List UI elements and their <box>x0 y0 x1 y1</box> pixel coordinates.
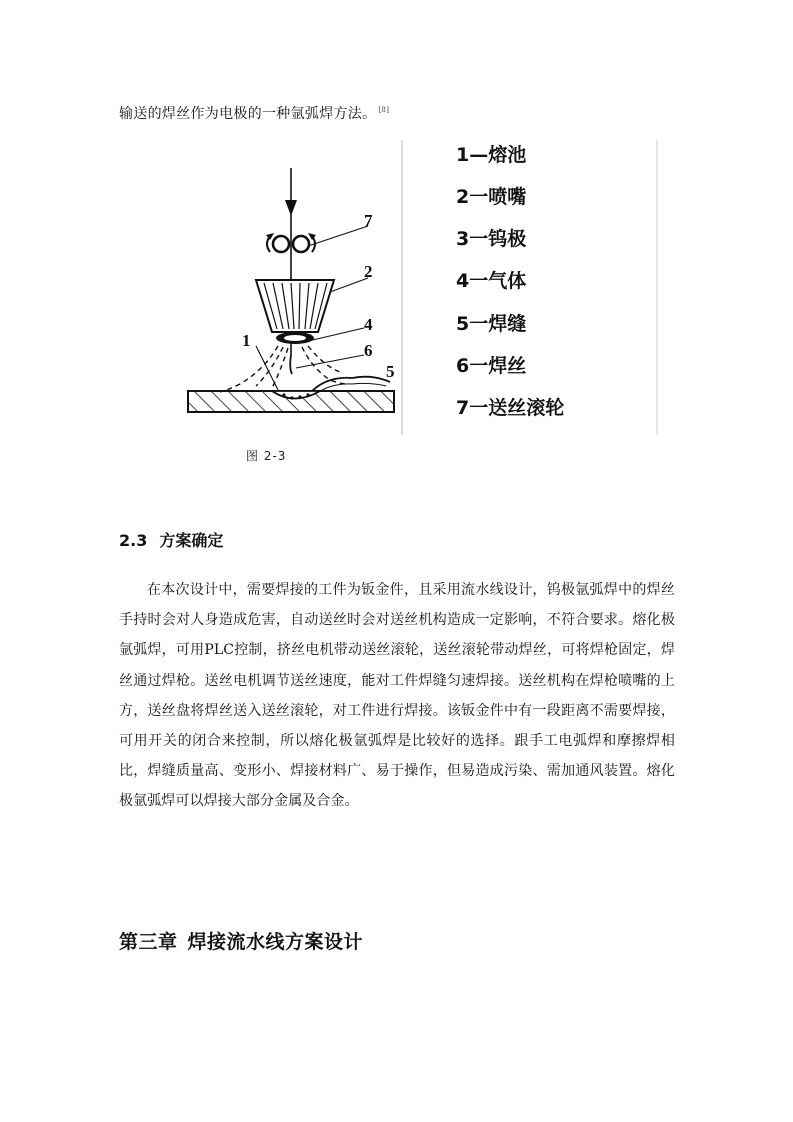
legend-item-6: 6一焊丝 <box>456 355 527 377</box>
legend-item-3: 3一钨极 <box>456 228 527 250</box>
label-5: 5 <box>386 362 395 381</box>
figure-caption: 图 2-3 <box>246 449 287 463</box>
label-4: 4 <box>364 315 373 334</box>
feed-arrow <box>285 200 297 216</box>
nozzle <box>256 280 334 344</box>
reference-mark: [8] <box>378 106 390 115</box>
welding-diagram <box>180 140 670 440</box>
legend-item-2: 2一喷嘴 <box>456 186 527 208</box>
label-1: 1 <box>242 331 251 350</box>
figure-2-3 <box>180 140 670 440</box>
chapter-heading <box>119 927 363 954</box>
label-7: 7 <box>364 211 373 230</box>
label-2: 2 <box>364 262 373 281</box>
chapter-number: 第三章 <box>119 931 178 953</box>
intro-line <box>119 103 389 123</box>
wire-tip <box>290 355 292 374</box>
legend-item-4: 4一气体 <box>456 270 527 292</box>
section-heading <box>119 528 223 551</box>
gas-flow <box>220 346 348 392</box>
label-6: 6 <box>364 341 373 360</box>
legend-item-1: 1—熔池 <box>456 144 527 166</box>
intro-text: 输送的焊丝作为电极的一种氩弧焊方法。 <box>119 106 377 122</box>
section-number: 2.3 <box>119 531 148 550</box>
section-title: 方案确定 <box>159 531 224 550</box>
legend-item-5: 5一焊缝 <box>456 313 527 335</box>
legend-item-7: 7一送丝滚轮 <box>456 397 565 419</box>
body-paragraph: 在本次设计中，需要焊接的工件为钣金件，且采用流水线设计，钨极氩弧焊中的焊丝手持时会对人身造成危害，自动送丝时会对送丝机构造成一定影响，不符合要求。熔化极氩弧焊，可用PLC控制，挤丝电机带动送丝滚轮，送丝滚轮带动焊丝，可将焊枪固定，焊丝通过焊枪。送丝电机调节送丝速度，能对工件焊缝匀速焊接。送丝机构在焊枪喷嘴的上方，送丝盘将焊丝送入送丝滚轮，对工件进行焊接。该钣金件中有一段距离不需要焊接，可用开关的闭合来控制，所以熔化极氩弧焊是比较好的选择。跟手工电弧焊和摩擦焊相比，焊缝质量高、变形小、焊接材料广、易于操作，但易造成污染、需加通风装置。熔化极氩弧焊可以焊接大部分金属及合金。 <box>119 582 675 810</box>
chapter-title: 焊接流水线方案设计 <box>187 931 364 953</box>
